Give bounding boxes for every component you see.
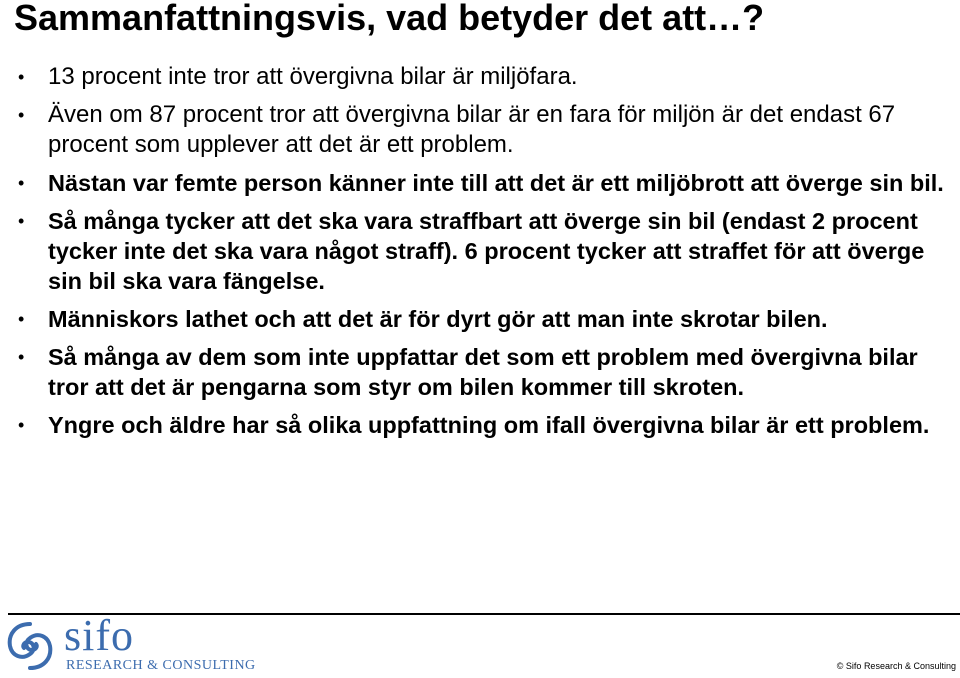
bullet-icon: •	[18, 105, 25, 125]
logo-wordmark: sifo	[64, 611, 134, 660]
copyright-notice: © Sifo Research & Consulting	[836, 661, 956, 671]
bullet-text: Även om 87 procent tror att övergivna bilar är en fara för miljön är det endast 67 procent som upplever att det är ett problem.	[48, 101, 896, 158]
bullet-icon: •	[18, 173, 25, 193]
bullet-item-5	[18, 304, 948, 334]
bullet-list	[18, 62, 948, 448]
sifo-logo	[4, 611, 256, 676]
bullet-text: Nästan var femte person känner inte till att det är ett miljöbrott att överge sin bil.	[48, 170, 944, 196]
bullet-item-2	[18, 100, 948, 160]
footer-divider	[8, 613, 960, 615]
slide-title: Sammanfattningsvis, vad betyder det att…?	[14, 0, 765, 38]
bullet-item-1	[18, 62, 948, 92]
bullet-item-7	[18, 410, 948, 440]
bullet-text: 13 procent inte tror att övergivna bilar är miljöfara.	[48, 63, 578, 90]
bullet-item-4	[18, 206, 948, 296]
bullet-icon: •	[18, 211, 25, 231]
bullet-text: Så många tycker att det ska vara straffbart att överge sin bil (endast 2 procent tycker inte det ska vara något straff). 6 procent tycker att straffet för att överge sin bil ska vara fängelse.	[48, 208, 925, 294]
bullet-text: Yngre och äldre har så olika uppfattning om ifall övergivna bilar är ett problem.	[48, 412, 930, 438]
bullet-icon: •	[18, 347, 25, 367]
logo-tagline: RESEARCH & CONSULTING	[66, 658, 256, 673]
sifo-swirl-icon	[4, 620, 56, 672]
bullet-text: Så många av dem som inte uppfattar det som ett problem med övergivna bilar tror att det är pengarna som styr om bilen kommer till skroten.	[48, 344, 918, 400]
bullet-icon: •	[18, 67, 25, 87]
bullet-text: Människors lathet och att det är för dyrt gör att man inte skrotar bilen.	[48, 306, 828, 332]
bullet-icon: •	[18, 309, 25, 329]
bullet-icon: •	[18, 415, 25, 435]
bullet-item-3	[18, 168, 948, 198]
bullet-item-6	[18, 342, 948, 402]
